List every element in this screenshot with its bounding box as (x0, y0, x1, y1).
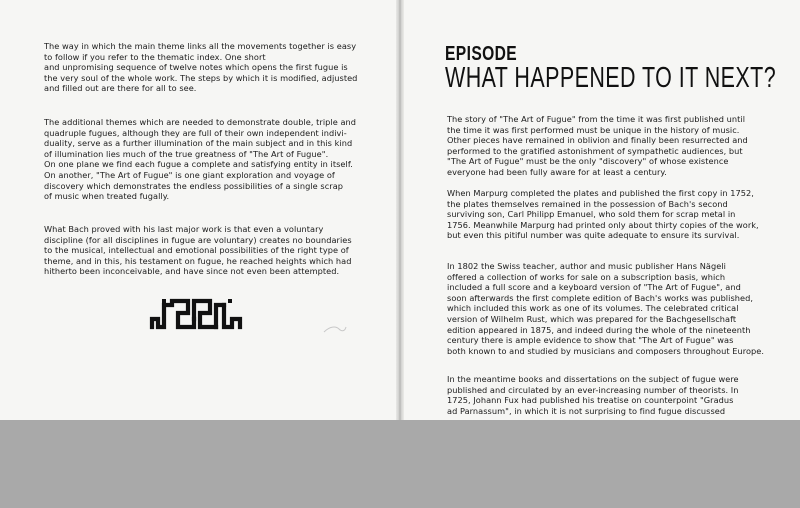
right-paragraph-4: In the meantime books and dissertations on the subject of fugue were published and circulated by an ever-increasing number of theorists. In 1725, Johann Fux had published his treatise on counterpoint "Gradus ad Parnassum", in which it is not surprising to find fugue discussed (447, 374, 739, 416)
scan-background (0, 420, 800, 508)
episode-label: EPISODE (445, 43, 518, 65)
page-title: WHAT HAPPENED TO IT NEXT? (445, 62, 777, 94)
right-paragraph-3: In 1802 the Swiss teacher, author and music publisher Hans Nägeli offered a collection of works for sale on a subscription basis, which included a full score and a keyboard version of "The Art of Fugue", and soon afterwards the first complete edition of Bach's works was published, which included this work as one of its volumes. The celebrated critical version of Wilhelm Rust, which was prepared for the Bachgesellschaft edition appeared in 1875, and indeed during the whole of the nineteenth century there is ample evidence to show that "The Art of Fugue" was both known to and studied by musicians and composers throughout Europe. (447, 261, 765, 356)
book-spine (396, 0, 404, 420)
right-paragraph-1: The story of "The Art of Fugue" from the time it was first published until the time it was first performed must be unique in the history of music. Other pieces have remained in oblivion and finally been resurrected and performed to the gratified astonishment of sympathetic audiences, but "The Art of Fugue" must be the only "discovery" of whose existence everyone had been fully aware for at least a century. (447, 114, 748, 177)
left-paragraph-1: The way in which the main theme links all the movements together is easy to follow if you refer to the thematic index. One short and unpromising sequence of twelve notes which opens the first fugue is the very soul of the whole work. The steps by which it is modified, adjusted and filled out are there for all to see. (44, 41, 358, 94)
left-paragraph-2: The additional themes which are needed to demonstrate double, triple and quadruple fugues, although they are full of their own independent indivi- duality, serve as a further illumination of the main subject and in this kind of illumination lies much of the true greatness of "The Art of Fugue". On one plane we find each fugue a complete and satisfying entity in itself. On another, "The Art of Fugue" is one giant exploration and voyage of discovery which demonstrates the endless possibilities of a single scrap of music when treated fugally. (44, 117, 357, 202)
right-paragraph-2: When Marpurg completed the plates and published the first copy in 1752, the plates themselves remained in the possession of Bach's second surviving son, Carl Philipp Emanuel, who sold them for scrap metal in 1756. Meanwhile Marpurg had printed only about thirty copies of the work, but even this pitiful number was quite adequate to ensure its survival. (447, 188, 759, 241)
left-paragraph-3: What Bach proved with his last major work is that even a voluntary discipline (for all disciplines in fugue are voluntary) creates no boundaries to the musical, intellectual and emotional possibilities of the right type of theme, and in this, his testament on fugue, he reached heights which had hitherto been inconceivable, and have since not even been attempted. (44, 224, 352, 277)
greek-key-ornament-icon (148, 297, 246, 335)
pencil-mark (322, 323, 348, 335)
